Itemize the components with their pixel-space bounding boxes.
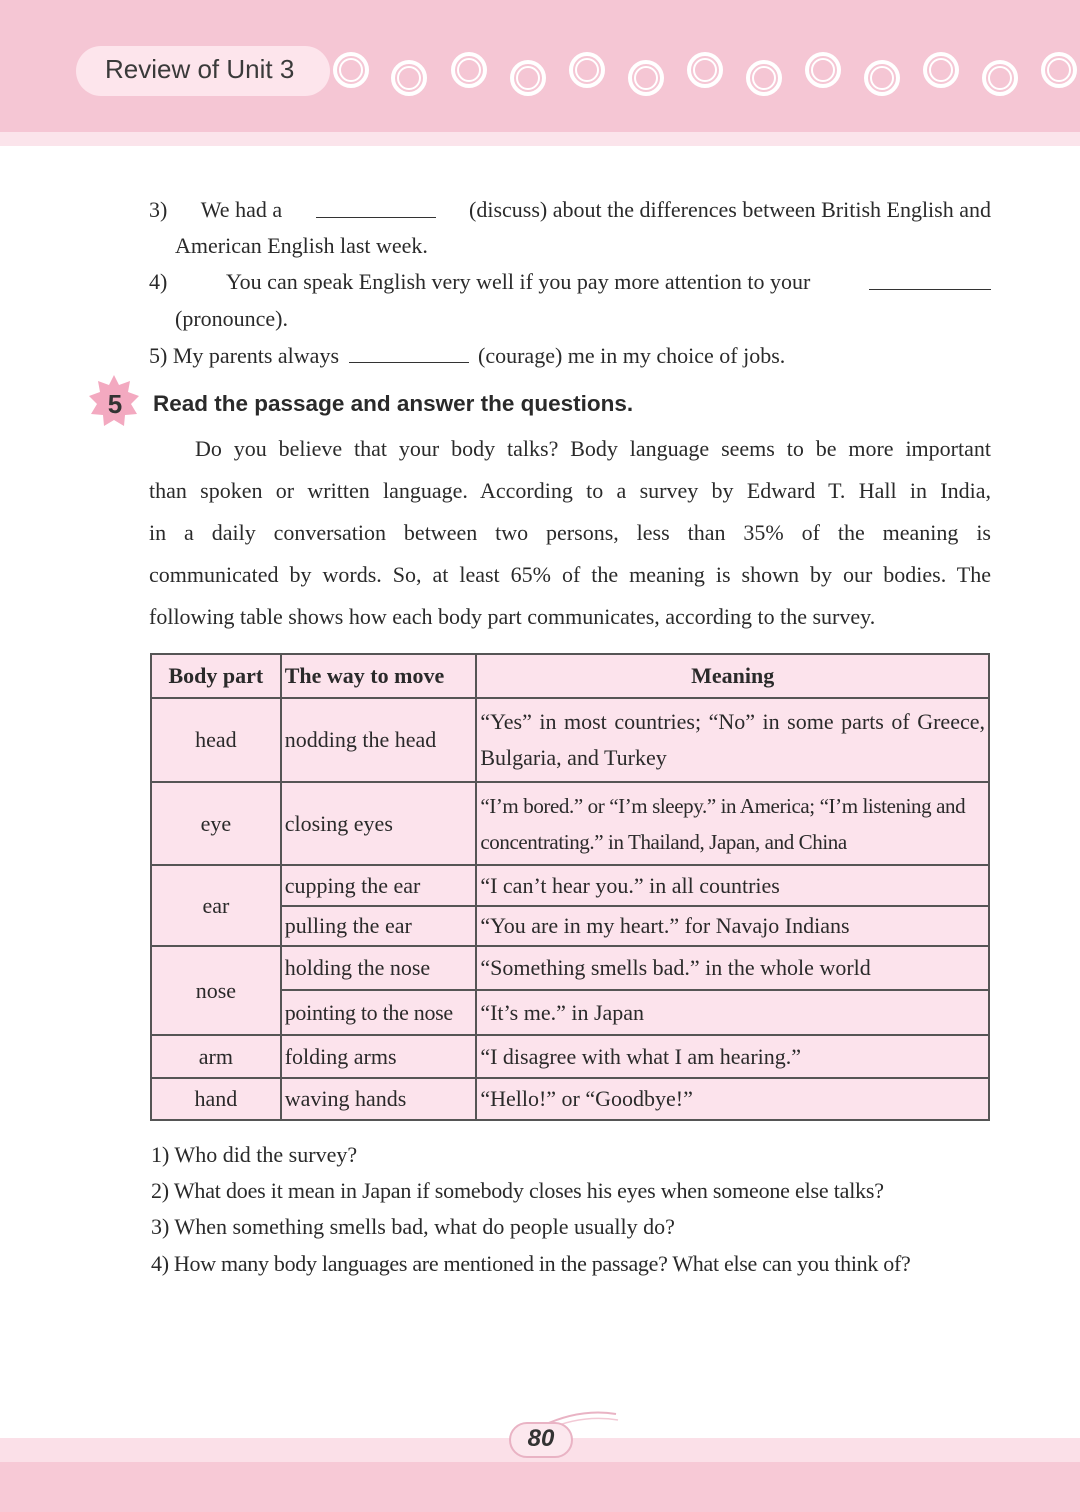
question-item: 2) What does it mean in Japan if somebody closes his eyes when someone else talks?	[151, 1178, 884, 1203]
passage-line: Do you believe that your body talks? Body language seems to be more important	[195, 436, 991, 461]
table-row	[151, 946, 989, 990]
question-item: 1) Who did the survey?	[151, 1142, 358, 1167]
body-language-table	[150, 653, 990, 1121]
passage-line: than spoken or written language. According to a survey by Edward T. Hall in India,	[149, 478, 991, 503]
exercise-item-3-continued: American English last week.	[175, 233, 428, 258]
header-underline-band	[0, 132, 1080, 146]
way-cell: pointing to the nose	[281, 990, 477, 1035]
item-text-after: (discuss) about the differences between British English and	[469, 197, 991, 222]
table-header-row	[151, 654, 989, 698]
ring-icon	[866, 62, 898, 94]
body-part-cell: head	[151, 698, 281, 782]
item-text-after: (courage) me in my choice of jobs.	[478, 343, 786, 368]
item-text-before: We had a	[200, 197, 283, 222]
column-header: Body part	[151, 654, 281, 698]
item-number: 3)	[149, 197, 168, 222]
way-cell: holding the nose	[281, 946, 477, 990]
ring-icon	[748, 62, 780, 94]
ring-icon	[512, 62, 544, 94]
column-header: Meaning	[476, 654, 989, 698]
way-cell: folding arms	[281, 1035, 477, 1078]
way-cell: pulling the ear	[281, 906, 477, 946]
item-number: 4)	[149, 269, 168, 294]
ring-icon	[984, 62, 1016, 94]
ring-icon	[1043, 54, 1075, 86]
answer-blank[interactable]	[316, 199, 436, 218]
ring-icon	[630, 62, 662, 94]
ring-icon	[453, 54, 485, 86]
ring-icon	[807, 54, 839, 86]
meaning-cell: “It’s me.” in Japan	[476, 990, 989, 1035]
unit-title: Review of Unit 3	[105, 54, 295, 84]
table-row	[151, 1035, 989, 1078]
passage-line: communicated by words. So, at least 65% of the meaning is shown by our bodies. The	[149, 562, 991, 587]
column-header: The way to move	[281, 654, 477, 698]
exercise-item-4-continued: (pronounce).	[175, 306, 289, 331]
exercise-item-3	[149, 199, 991, 221]
meaning-cell: “I disagree with what I am hearing.”	[476, 1035, 989, 1078]
exercise-item-5	[149, 344, 785, 367]
way-cell: closing eyes	[281, 782, 477, 865]
item-text-before: My parents always	[172, 343, 340, 368]
item-text-before: You can speak English very well if you pay more attention to your	[226, 269, 811, 294]
ring-icon	[393, 62, 425, 94]
table-row	[151, 698, 989, 782]
page-number: 80	[527, 1425, 555, 1452]
ring-icon	[925, 54, 957, 86]
body-part-cell: eye	[151, 782, 281, 865]
ring-icon	[335, 54, 367, 86]
passage-line: in a daily conversation between two persons, less than 35% of the meaning is	[149, 520, 991, 545]
decorative-rings	[0, 0, 1080, 110]
question-item: 4) How many body languages are mentioned in the passage? What else can you think of?	[151, 1251, 911, 1276]
answer-blank[interactable]	[349, 344, 469, 363]
passage-line: following table shows how each body part communicates, according to the survey.	[149, 604, 876, 629]
section-number: 5	[107, 389, 123, 419]
table-row	[151, 1078, 989, 1120]
body-part-cell: nose	[151, 946, 281, 1035]
ring-icon	[689, 54, 721, 86]
way-cell: nodding the head	[281, 698, 477, 782]
body-part-cell: hand	[151, 1078, 281, 1120]
meaning-cell: “Something smells bad.” in the whole world	[476, 946, 989, 990]
body-part-cell: ear	[151, 865, 281, 946]
item-number: 5)	[149, 343, 168, 368]
answer-blank[interactable]	[869, 271, 991, 290]
way-cell: cupping the ear	[281, 865, 477, 906]
section-title: Read the passage and answer the questions.	[153, 391, 634, 416]
table-row	[151, 782, 989, 865]
table-row	[151, 865, 989, 906]
meaning-cell: “Yes” in most countries; “No” in some parts of Greece, Bulgaria, and Turkey	[476, 698, 989, 782]
exercise-item-4	[149, 271, 991, 293]
body-part-cell: arm	[151, 1035, 281, 1078]
way-cell: waving hands	[281, 1078, 477, 1120]
meaning-cell: “I’m bored.” or “I’m sleepy.” in America; “I’m listening and concentrating.” in Thailand, Japan, and China	[476, 782, 989, 865]
meaning-cell: “I can’t hear you.” in all countries	[476, 865, 989, 906]
ring-icon	[571, 54, 603, 86]
meaning-cell: “You are in my heart.” for Navajo Indians	[476, 906, 989, 946]
meaning-cell: “Hello!” or “Goodbye!”	[476, 1078, 989, 1120]
question-item: 3) When something smells bad, what do people usually do?	[151, 1214, 675, 1239]
